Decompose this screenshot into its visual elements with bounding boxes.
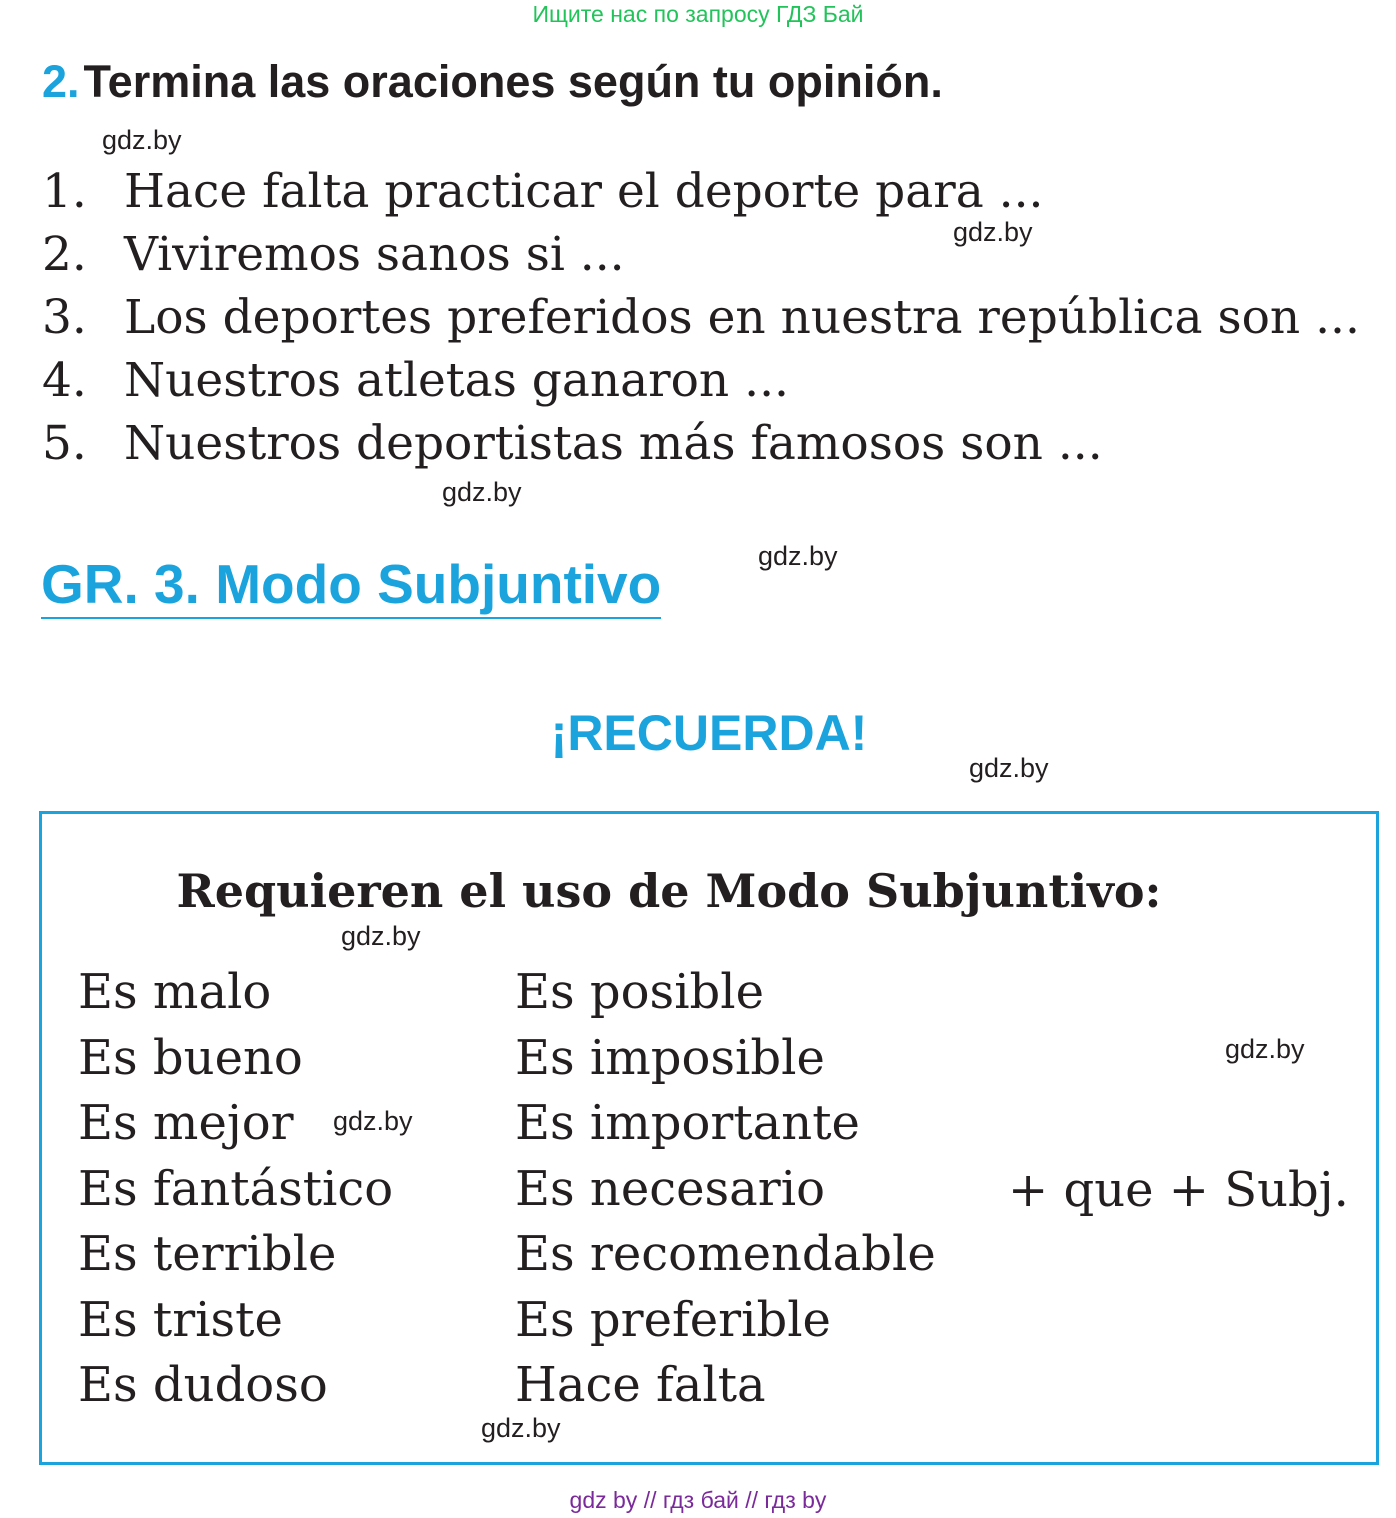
sentence-item	[42, 412, 1360, 475]
expression-item: Es dudoso	[78, 1357, 328, 1413]
expression-item: Es bueno	[78, 1029, 303, 1086]
subjunctive-formula: + que + Subj.	[1008, 1162, 1349, 1218]
watermark: gdz.by	[341, 921, 421, 951]
expression-item: Es fantástico	[78, 1160, 394, 1217]
sentence-list	[42, 160, 1360, 475]
expression-item: Es necesario	[515, 1160, 825, 1217]
watermark: gdz.by	[333, 1106, 413, 1136]
sentence-number: 5.	[42, 416, 87, 471]
expressions-middle-column	[515, 960, 936, 1419]
top-banner[interactable]: Ищите нас по запросу ГДЗ Бай	[532, 1, 864, 27]
exercise-number: 2.	[42, 56, 80, 107]
expression-item: Es preferible	[515, 1291, 831, 1348]
watermark: gdz.by	[442, 477, 522, 507]
watermark: gdz.by	[758, 541, 838, 571]
watermark: gdz.by	[1225, 1034, 1305, 1064]
expression-item: Es posible	[515, 964, 765, 1020]
sentence-number: 3.	[42, 290, 87, 345]
expression-item: Es terrible	[78, 1226, 337, 1282]
expression-item: Es recomendable	[515, 1226, 936, 1282]
rule-box-title: Requieren el uso de Modo Subjuntivo:	[176, 864, 1162, 918]
sentence-text: Los deportes preferidos en nuestra república son ...	[124, 290, 1360, 345]
sentence-number: 4.	[42, 353, 87, 408]
footer-links[interactable]: gdz by // гдз бай // гдз by	[569, 1487, 827, 1513]
expression-item: Es malo	[78, 964, 272, 1020]
sentence-item	[42, 349, 1360, 412]
exercise-heading	[42, 52, 943, 112]
expressions-left-column	[78, 960, 393, 1419]
expression-item: Es imposible	[515, 1029, 825, 1086]
watermark: gdz.by	[953, 217, 1033, 247]
sentence-item	[42, 223, 1360, 286]
sentence-item	[42, 286, 1360, 349]
recuerda-heading: ¡RECUERDA!	[550, 705, 868, 761]
sentence-number: 2.	[42, 227, 87, 282]
sentence-text: Nuestros atletas ganaron ...	[124, 353, 789, 408]
watermark: gdz.by	[969, 753, 1049, 783]
expression-item: Es triste	[78, 1291, 283, 1348]
expression-item: Es mejor	[78, 1095, 294, 1151]
expression-item: Hace falta	[515, 1357, 766, 1413]
watermark: gdz.by	[102, 125, 182, 155]
grammar-section-title: GR. 3. Modo Subjuntivo	[41, 551, 661, 619]
sentence-item	[42, 160, 1360, 223]
sentence-text: Viviremos sanos si ...	[124, 227, 625, 282]
watermark: gdz.by	[481, 1413, 561, 1443]
exercise-instruction: Termina las oraciones según tu opinión.	[83, 56, 943, 107]
sentence-text: Nuestros deportistas más famosos son ...	[124, 416, 1103, 471]
sentence-text: Hace falta practicar el deporte para ...	[124, 164, 1044, 219]
expression-item: Es importante	[515, 1095, 860, 1151]
sentence-number: 1.	[42, 164, 87, 219]
